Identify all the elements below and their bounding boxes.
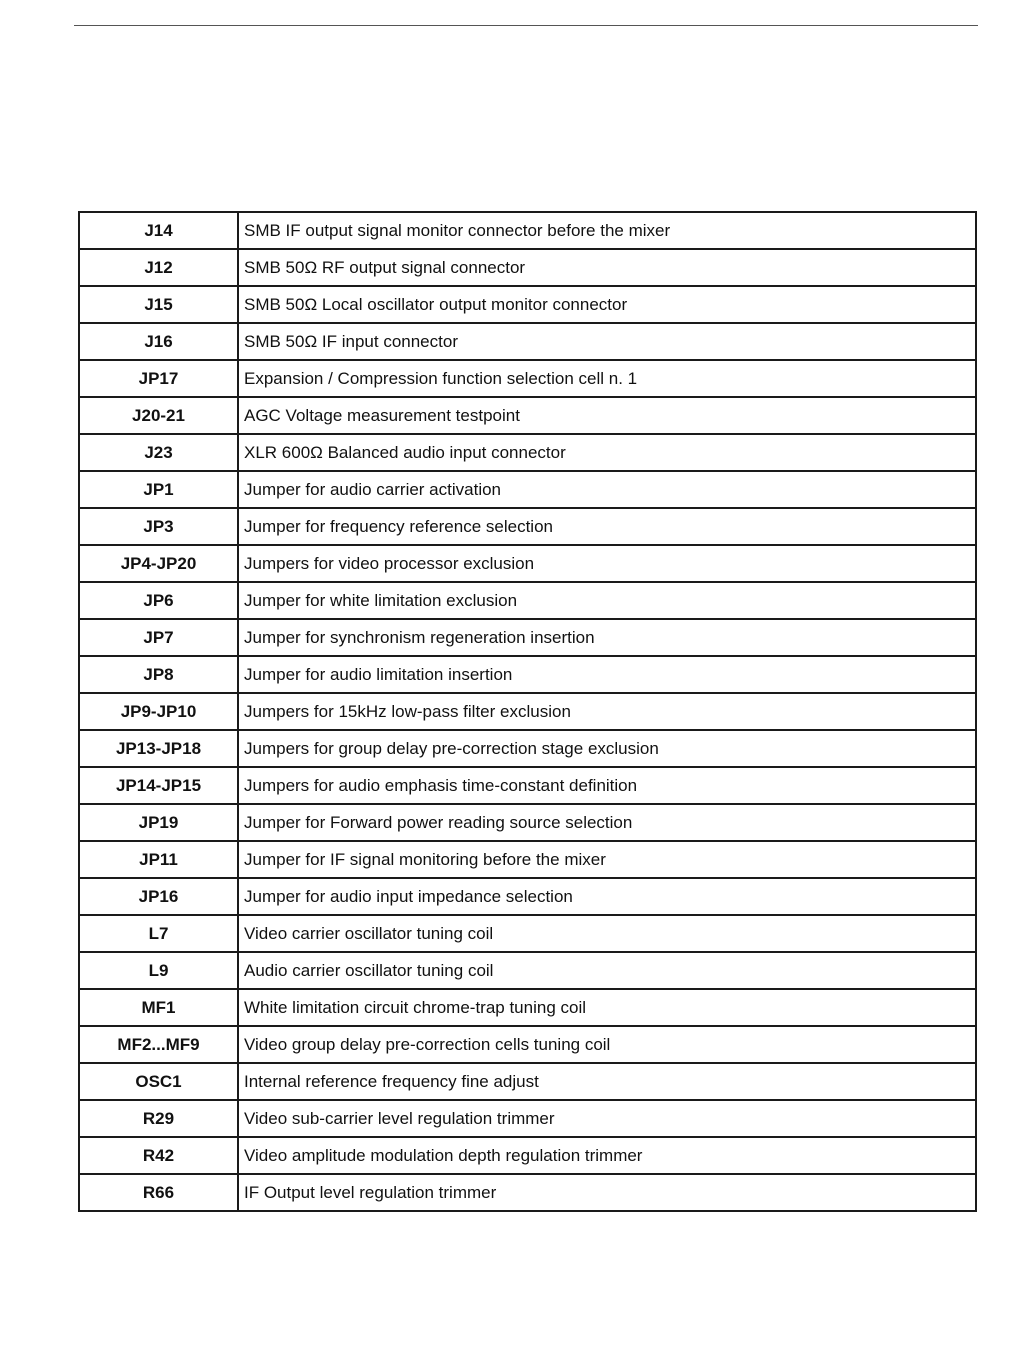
table-row xyxy=(79,1063,976,1100)
component-description: SMB 50Ω Local oscillator output monitor connector xyxy=(238,286,976,323)
component-ref: JP4-JP20 xyxy=(79,545,238,582)
table-row xyxy=(79,508,976,545)
component-ref: JP8 xyxy=(79,656,238,693)
component-description: Jumper for frequency reference selection xyxy=(238,508,976,545)
component-ref: JP17 xyxy=(79,360,238,397)
table-row xyxy=(79,1026,976,1063)
component-description: Jumper for IF signal monitoring before the mixer xyxy=(238,841,976,878)
component-description: Jumper for audio carrier activation xyxy=(238,471,976,508)
component-ref: JP13-JP18 xyxy=(79,730,238,767)
component-ref: J16 xyxy=(79,323,238,360)
component-description: AGC Voltage measurement testpoint xyxy=(238,397,976,434)
component-ref: JP9-JP10 xyxy=(79,693,238,730)
table-row xyxy=(79,1174,976,1211)
table-row xyxy=(79,471,976,508)
component-ref: JP6 xyxy=(79,582,238,619)
component-ref: L9 xyxy=(79,952,238,989)
table-row xyxy=(79,360,976,397)
table-row xyxy=(79,286,976,323)
table-row xyxy=(79,1137,976,1174)
table-row xyxy=(79,582,976,619)
header-rule xyxy=(74,25,978,26)
component-ref: JP16 xyxy=(79,878,238,915)
component-description: SMB 50Ω RF output signal connector xyxy=(238,249,976,286)
table-row xyxy=(79,323,976,360)
component-ref: MF2...MF9 xyxy=(79,1026,238,1063)
table-row xyxy=(79,656,976,693)
component-ref: R42 xyxy=(79,1137,238,1174)
component-ref: J12 xyxy=(79,249,238,286)
component-description: Jumpers for audio emphasis time-constant definition xyxy=(238,767,976,804)
component-description: Jumper for audio limitation insertion xyxy=(238,656,976,693)
component-description: White limitation circuit chrome-trap tuning coil xyxy=(238,989,976,1026)
component-description: XLR 600Ω Balanced audio input connector xyxy=(238,434,976,471)
component-description: Jumpers for video processor exclusion xyxy=(238,545,976,582)
table-row xyxy=(79,397,976,434)
component-ref: J20-21 xyxy=(79,397,238,434)
component-description: Video sub-carrier level regulation trimmer xyxy=(238,1100,976,1137)
table-row xyxy=(79,1100,976,1137)
component-ref: JP14-JP15 xyxy=(79,767,238,804)
component-description: Jumper for audio input impedance selection xyxy=(238,878,976,915)
component-description: Jumper for white limitation exclusion xyxy=(238,582,976,619)
component-ref: JP3 xyxy=(79,508,238,545)
component-description: Jumpers for group delay pre-correction stage exclusion xyxy=(238,730,976,767)
component-description: Audio carrier oscillator tuning coil xyxy=(238,952,976,989)
component-table xyxy=(78,211,977,1212)
component-description: IF Output level regulation trimmer xyxy=(238,1174,976,1211)
component-description: Video amplitude modulation depth regulation trimmer xyxy=(238,1137,976,1174)
component-ref: JP7 xyxy=(79,619,238,656)
table-row xyxy=(79,249,976,286)
table-row xyxy=(79,730,976,767)
component-description: SMB 50Ω IF input connector xyxy=(238,323,976,360)
table-row xyxy=(79,804,976,841)
table-row xyxy=(79,989,976,1026)
component-description: Video carrier oscillator tuning coil xyxy=(238,915,976,952)
component-ref: JP19 xyxy=(79,804,238,841)
component-description: Jumper for Forward power reading source selection xyxy=(238,804,976,841)
component-ref: OSC1 xyxy=(79,1063,238,1100)
table-row xyxy=(79,841,976,878)
component-ref: J23 xyxy=(79,434,238,471)
component-description: Video group delay pre-correction cells tuning coil xyxy=(238,1026,976,1063)
component-description: Jumper for synchronism regeneration insertion xyxy=(238,619,976,656)
component-table-body xyxy=(79,212,976,1211)
component-ref: J14 xyxy=(79,212,238,249)
component-description: Jumpers for 15kHz low-pass filter exclusion xyxy=(238,693,976,730)
component-ref: L7 xyxy=(79,915,238,952)
table-row xyxy=(79,915,976,952)
table-row xyxy=(79,434,976,471)
component-description: SMB IF output signal monitor connector before the mixer xyxy=(238,212,976,249)
component-ref: R29 xyxy=(79,1100,238,1137)
table-row xyxy=(79,212,976,249)
component-description: Internal reference frequency fine adjust xyxy=(238,1063,976,1100)
component-ref: MF1 xyxy=(79,989,238,1026)
table-row xyxy=(79,545,976,582)
component-ref: JP11 xyxy=(79,841,238,878)
component-ref: JP1 xyxy=(79,471,238,508)
component-ref: J15 xyxy=(79,286,238,323)
table-row xyxy=(79,693,976,730)
component-description: Expansion / Compression function selection cell n. 1 xyxy=(238,360,976,397)
table-row xyxy=(79,878,976,915)
table-row xyxy=(79,767,976,804)
table-row xyxy=(79,619,976,656)
component-ref: R66 xyxy=(79,1174,238,1211)
table-row xyxy=(79,952,976,989)
